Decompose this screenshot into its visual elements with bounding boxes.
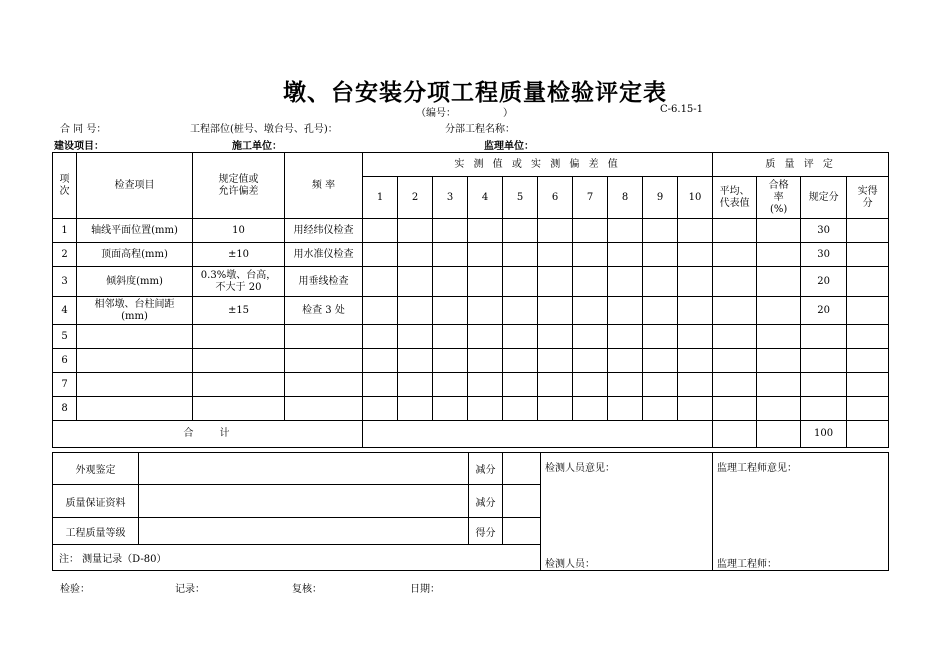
measure-cell-9 xyxy=(643,397,678,421)
measure-cell-10 xyxy=(678,219,713,243)
measure-cell-6 xyxy=(538,397,573,421)
footer-record: 记录： xyxy=(175,584,205,595)
row-freq: 用经纬仪检查 xyxy=(285,219,363,243)
measure-cell-7 xyxy=(573,243,608,267)
row-index: 3 xyxy=(53,267,77,297)
footer-date: 日期： xyxy=(410,584,440,595)
row-score-std xyxy=(801,325,847,349)
row-score-std xyxy=(801,397,847,421)
row-freq xyxy=(285,349,363,373)
header-pass-rate: 合格率(%) xyxy=(757,177,801,219)
measure-cell-2 xyxy=(398,267,433,297)
row-spec: 10 xyxy=(193,219,285,243)
row-spec: ±15 xyxy=(193,297,285,325)
measure-cell-8 xyxy=(608,325,643,349)
row-index: 6 xyxy=(53,349,77,373)
measure-cell-1 xyxy=(363,397,398,421)
inspector-opinion-cell xyxy=(541,453,713,571)
measure-cell-8 xyxy=(608,397,643,421)
table-row xyxy=(53,243,889,267)
measure-cell-4 xyxy=(468,297,503,325)
header-index: 项次 xyxy=(53,153,77,219)
col-7: 7 xyxy=(573,177,608,219)
measure-cell-5 xyxy=(503,349,538,373)
measure-cell-10 xyxy=(678,349,713,373)
constructor-label: 施工单位： xyxy=(232,141,282,152)
measure-cell-1 xyxy=(363,243,398,267)
row-item: 顶面高程(mm) xyxy=(77,243,193,267)
measure-cell-1 xyxy=(363,349,398,373)
inspection-table xyxy=(52,152,889,448)
row-score-std: 20 xyxy=(801,297,847,325)
row-score-act xyxy=(847,297,889,325)
measure-cell-5 xyxy=(503,325,538,349)
col-9: 9 xyxy=(643,177,678,219)
engineer-opinion-cell xyxy=(713,453,889,571)
row-score-act xyxy=(847,373,889,397)
col-5: 5 xyxy=(503,177,538,219)
total-label: 合 计 xyxy=(53,421,363,448)
engineer-label: 监理工程师： xyxy=(717,559,777,570)
row-freq xyxy=(285,373,363,397)
measure-cell-10 xyxy=(678,297,713,325)
row-freq: 检查 3 处 xyxy=(285,297,363,325)
table-row xyxy=(53,373,889,397)
measure-cell-4 xyxy=(468,373,503,397)
measure-cell-10 xyxy=(678,267,713,297)
measure-cell-7 xyxy=(573,267,608,297)
row-pass-rate xyxy=(757,373,801,397)
measure-cell-10 xyxy=(678,325,713,349)
measure-cell-5 xyxy=(503,219,538,243)
row-avg xyxy=(713,219,757,243)
measure-cell-2 xyxy=(398,243,433,267)
row-pass-rate xyxy=(757,297,801,325)
measure-cell-6 xyxy=(538,267,573,297)
row-spec xyxy=(193,349,285,373)
row-score-act xyxy=(847,397,889,421)
measure-cell-2 xyxy=(398,373,433,397)
inspector-label: 检测人员： xyxy=(545,559,595,570)
header-score-act: 实得分 xyxy=(847,177,889,219)
col-6: 6 xyxy=(538,177,573,219)
header-freq: 频 率 xyxy=(285,153,363,219)
table-row xyxy=(53,297,889,325)
appearance-label: 外观鉴定 xyxy=(53,453,139,485)
measure-cell-7 xyxy=(573,373,608,397)
header-quality: 质 量 评 定 xyxy=(713,153,889,177)
row-item: 相邻墩、台柱间距(mm) xyxy=(77,297,193,325)
measure-cell-6 xyxy=(538,243,573,267)
row-index: 8 xyxy=(53,397,77,421)
measure-cell-3 xyxy=(433,297,468,325)
row-freq: 用水准仪检查 xyxy=(285,243,363,267)
measure-cell-1 xyxy=(363,297,398,325)
row-avg xyxy=(713,243,757,267)
measure-cell-4 xyxy=(468,325,503,349)
measure-cell-1 xyxy=(363,219,398,243)
row-spec: 0.3%墩、台高，不大于 20 xyxy=(193,267,285,297)
measure-cell-10 xyxy=(678,373,713,397)
row-item: 轴线平面位置(mm) xyxy=(77,219,193,243)
row-score-std: 30 xyxy=(801,219,847,243)
grade-gain-value xyxy=(503,518,541,545)
measure-cell-6 xyxy=(538,219,573,243)
header-score-std: 规定分 xyxy=(801,177,847,219)
page-title: 墩、台安装分项工程质量检验评定表 xyxy=(283,79,667,106)
row-item: 倾斜度(mm) xyxy=(77,267,193,297)
header-avg: 平均、代表值 xyxy=(713,177,757,219)
measure-cell-2 xyxy=(398,219,433,243)
row-pass-rate xyxy=(757,397,801,421)
table-row xyxy=(53,397,889,421)
row-score-act xyxy=(847,219,889,243)
measure-cell-9 xyxy=(643,243,678,267)
table-row xyxy=(53,267,889,297)
measure-cell-9 xyxy=(643,349,678,373)
measure-cell-9 xyxy=(643,267,678,297)
row-index: 2 xyxy=(53,243,77,267)
engineer-opinion-label: 监理工程师意见： xyxy=(717,463,797,474)
measure-cell-9 xyxy=(643,297,678,325)
row-score-act xyxy=(847,349,889,373)
row-pass-rate xyxy=(757,219,801,243)
measure-cell-3 xyxy=(433,397,468,421)
measure-cell-3 xyxy=(433,325,468,349)
measure-cell-5 xyxy=(503,373,538,397)
measure-cell-10 xyxy=(678,397,713,421)
row-avg xyxy=(713,349,757,373)
measure-cell-7 xyxy=(573,325,608,349)
measure-cell-9 xyxy=(643,325,678,349)
header-spec: 规定值或允许偏差 xyxy=(193,153,285,219)
note: 注： 测量记录（D-80） xyxy=(53,545,541,571)
row-pass-rate xyxy=(757,349,801,373)
measure-cell-3 xyxy=(433,373,468,397)
table-row xyxy=(53,325,889,349)
footer-review: 复核： xyxy=(292,584,322,595)
measure-cell-8 xyxy=(608,297,643,325)
measure-cell-5 xyxy=(503,243,538,267)
measure-cell-1 xyxy=(363,325,398,349)
measure-cell-6 xyxy=(538,349,573,373)
appearance-deduct-value xyxy=(503,453,541,485)
quality-docs-deduct-label: 减分 xyxy=(469,485,503,518)
row-score-act xyxy=(847,243,889,267)
col-4: 4 xyxy=(468,177,503,219)
measure-cell-5 xyxy=(503,267,538,297)
col-8: 8 xyxy=(608,177,643,219)
appearance-value xyxy=(139,453,469,485)
quality-docs-label: 质量保证资料 xyxy=(53,485,139,518)
serial-label: （编号： xyxy=(416,108,456,119)
row-item xyxy=(77,373,193,397)
measure-cell-1 xyxy=(363,373,398,397)
row-score-std: 30 xyxy=(801,243,847,267)
measure-cell-2 xyxy=(398,325,433,349)
row-index: 1 xyxy=(53,219,77,243)
measure-cell-5 xyxy=(503,297,538,325)
header-item: 检查项目 xyxy=(77,153,193,219)
measure-cell-9 xyxy=(643,219,678,243)
inspector-opinion-label: 检测人员意见： xyxy=(545,463,615,474)
appearance-deduct-label: 减分 xyxy=(469,453,503,485)
table-row xyxy=(53,349,889,373)
row-avg xyxy=(713,267,757,297)
contract-label: 合 同 号： xyxy=(60,124,107,135)
measure-cell-2 xyxy=(398,349,433,373)
row-score-std xyxy=(801,349,847,373)
measure-cell-8 xyxy=(608,243,643,267)
row-avg xyxy=(713,397,757,421)
measure-cell-6 xyxy=(538,325,573,349)
form-code: C-6.15-1 xyxy=(660,104,704,115)
row-avg xyxy=(713,373,757,397)
measure-cell-2 xyxy=(398,397,433,421)
row-spec xyxy=(193,325,285,349)
row-avg xyxy=(713,297,757,325)
evaluation-table xyxy=(52,452,889,571)
quality-docs-deduct-value xyxy=(503,485,541,518)
col-3: 3 xyxy=(433,177,468,219)
row-score-act xyxy=(847,267,889,297)
table-row xyxy=(53,219,889,243)
col-1: 1 xyxy=(363,177,398,219)
position-label: 工程部位(桩号、墩台号、孔号)： xyxy=(190,124,338,135)
row-item xyxy=(77,325,193,349)
subproject-label: 分部工程名称： xyxy=(445,124,515,135)
row-freq: 用垂线检查 xyxy=(285,267,363,297)
measure-cell-5 xyxy=(503,397,538,421)
measure-cell-3 xyxy=(433,243,468,267)
grade-value xyxy=(139,518,469,545)
quality-docs-value xyxy=(139,485,469,518)
measure-cell-1 xyxy=(363,267,398,297)
measure-cell-7 xyxy=(573,297,608,325)
measure-cell-4 xyxy=(468,349,503,373)
measure-cell-7 xyxy=(573,349,608,373)
row-index: 4 xyxy=(53,297,77,325)
supervisor-label: 监理单位： xyxy=(484,141,534,152)
total-measured xyxy=(363,421,713,448)
total-actual xyxy=(847,421,889,448)
total-score: 100 xyxy=(801,421,847,448)
row-spec xyxy=(193,397,285,421)
footer-check: 检验： xyxy=(60,584,90,595)
row-score-act xyxy=(847,325,889,349)
measure-cell-4 xyxy=(468,219,503,243)
measure-cell-7 xyxy=(573,219,608,243)
measure-cell-4 xyxy=(468,397,503,421)
row-spec xyxy=(193,373,285,397)
row-pass-rate xyxy=(757,267,801,297)
row-score-std: 20 xyxy=(801,267,847,297)
row-freq xyxy=(285,397,363,421)
measure-cell-10 xyxy=(678,243,713,267)
measure-cell-2 xyxy=(398,297,433,325)
measure-cell-6 xyxy=(538,373,573,397)
measure-cell-8 xyxy=(608,349,643,373)
col-10: 10 xyxy=(678,177,713,219)
measure-cell-3 xyxy=(433,219,468,243)
header-measured: 实 测 值 或 实 测 偏 差 值 xyxy=(363,153,713,177)
measure-cell-3 xyxy=(433,267,468,297)
measure-cell-4 xyxy=(468,243,503,267)
grade-gain-label: 得分 xyxy=(469,518,503,545)
row-index: 5 xyxy=(53,325,77,349)
row-pass-rate xyxy=(757,243,801,267)
total-avg xyxy=(713,421,757,448)
measure-cell-7 xyxy=(573,397,608,421)
measure-cell-8 xyxy=(608,267,643,297)
measure-cell-4 xyxy=(468,267,503,297)
row-spec: ±10 xyxy=(193,243,285,267)
row-item xyxy=(77,397,193,421)
total-pass xyxy=(757,421,801,448)
builder-label: 建设项目： xyxy=(54,141,104,152)
row-avg xyxy=(713,325,757,349)
measure-cell-3 xyxy=(433,349,468,373)
grade-label: 工程质量等级 xyxy=(53,518,139,545)
measure-cell-9 xyxy=(643,373,678,397)
measure-cell-6 xyxy=(538,297,573,325)
col-2: 2 xyxy=(398,177,433,219)
serial-close: ） xyxy=(503,108,513,119)
row-pass-rate xyxy=(757,325,801,349)
row-index: 7 xyxy=(53,373,77,397)
measure-cell-8 xyxy=(608,373,643,397)
row-freq xyxy=(285,325,363,349)
measure-cell-8 xyxy=(608,219,643,243)
row-item xyxy=(77,349,193,373)
row-score-std xyxy=(801,373,847,397)
